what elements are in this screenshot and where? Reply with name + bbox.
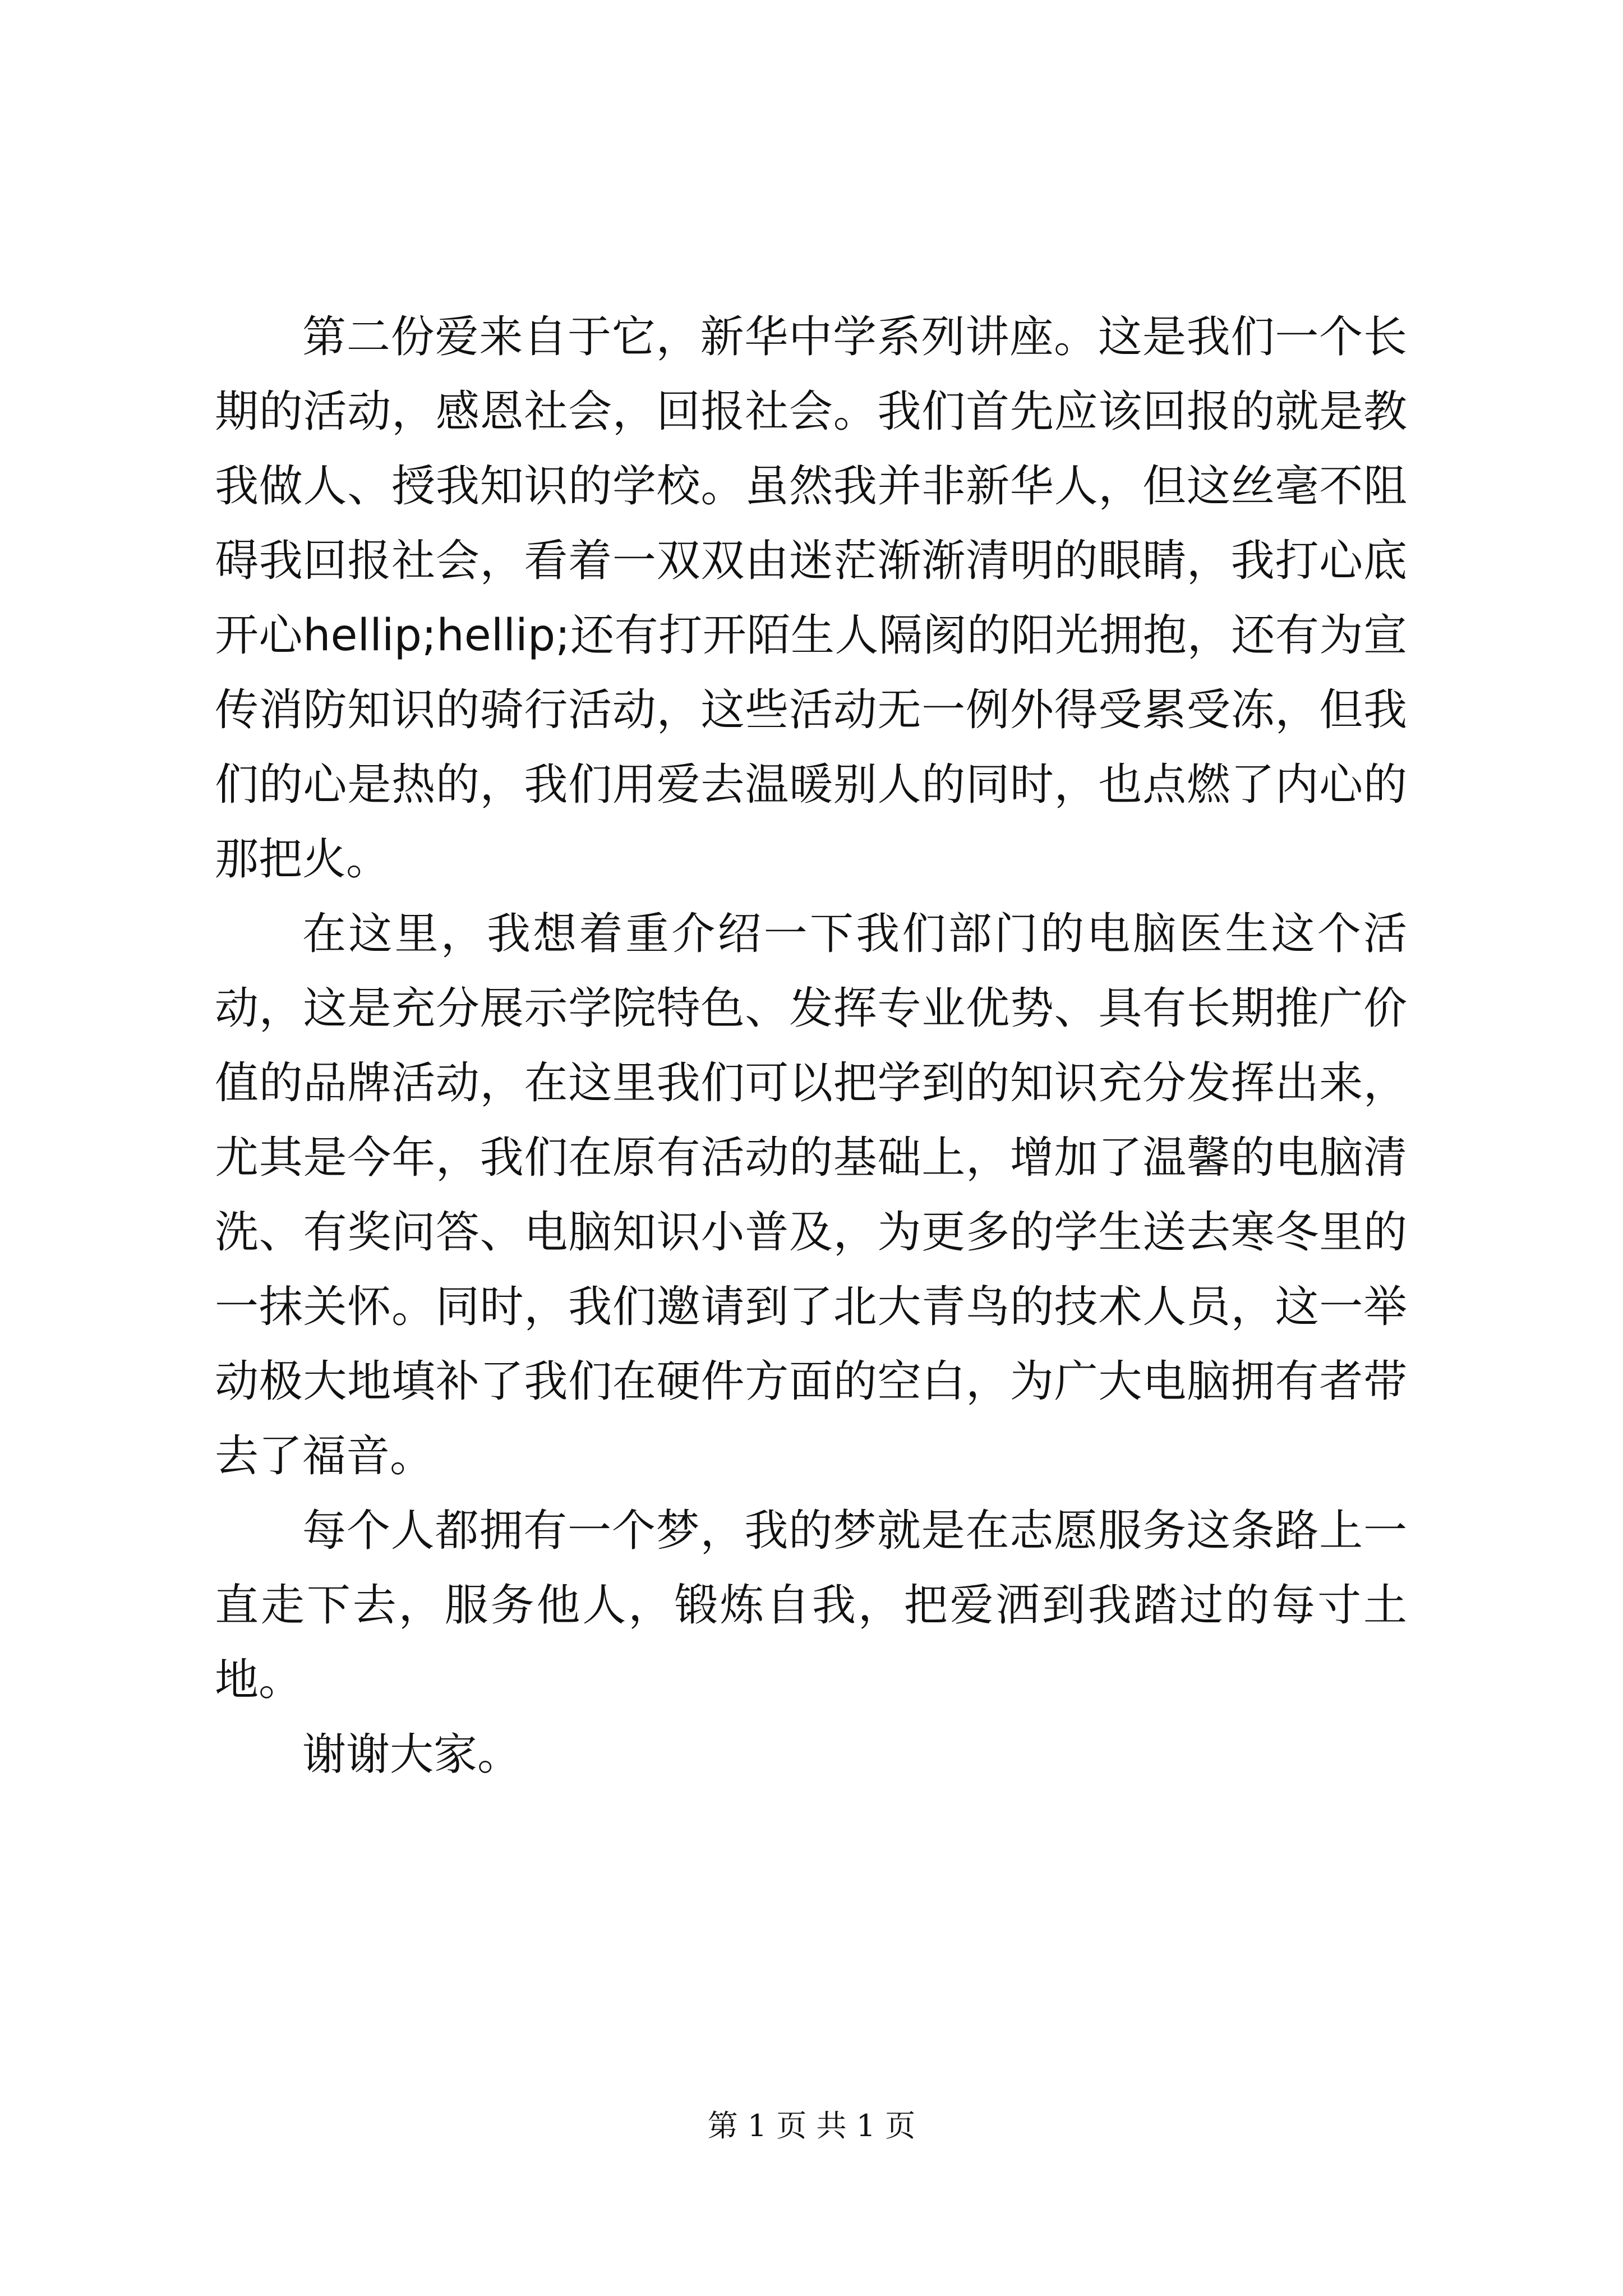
page-footer: 第 1 页 共 1 页	[707, 2108, 916, 2143]
paragraph: 每个人都拥有一个梦，我的梦就是在志愿服务这条路上一直走下去，服务他人，锻炼自我，把爱洒到我踏过的每寸土地。	[215, 1506, 1407, 1705]
document-body	[215, 300, 1407, 1792]
paragraph: 第二份爱来自于它，新华中学系列讲座。这是我们一个长期的活动，感恩社会，回报社会。我们首先应该回报的就是教我做人、授我知识的学校。虽然我并非新华人，但这丝毫不阻碍我回报社会，看着一双双由迷茫渐渐清明的眼睛，我打心底开心hellip;hellip;还有打开陌生人隔阂的阳光拥抱，还有为宣传消防知识的骑行活动，这些活动无一例外得受累受冻，但我们的心是热的，我们用爱去温暖别人的同时，也点燃了内心的那把火。	[215, 312, 1407, 885]
paragraph: 在这里，我想着重介绍一下我们部门的电脑医生这个活动，这是充分展示学院特色、发挥专业优势、具有长期推广价值的品牌活动，在这里我们可以把学到的知识充分发挥出来，尤其是今年，我们在原有活动的基础上，增加了温馨的电脑清洗、有奖问答、电脑知识小普及，为更多的学生送去寒冬里的一抹关怀。同时，我们邀请到了北大青鸟的技术人员，这一举动极大地填补了我们在硬件方面的空白，为广大电脑拥有者带去了福音。	[215, 909, 1407, 1481]
paragraph: 谢谢大家。	[302, 1729, 522, 1780]
